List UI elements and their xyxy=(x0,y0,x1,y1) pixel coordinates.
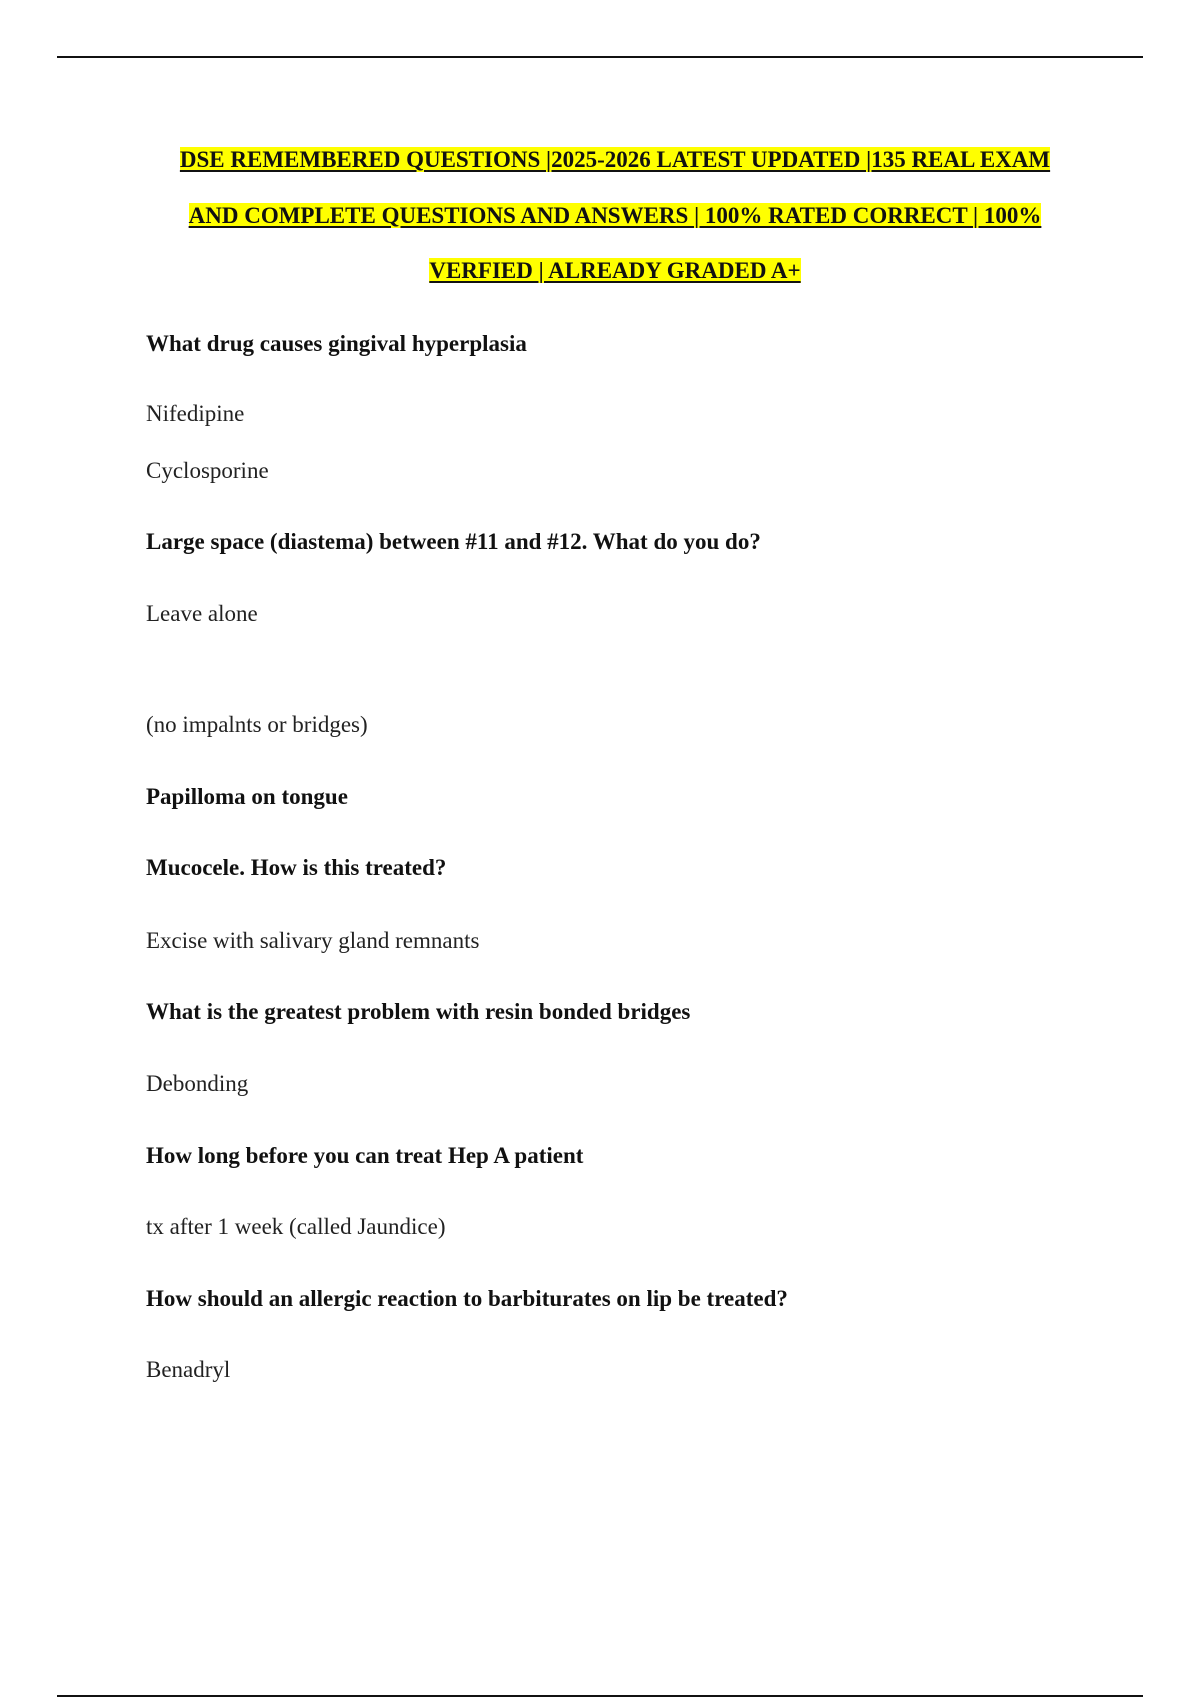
question-6: How long before you can treat Hep A patient xyxy=(146,1143,584,1168)
page-bottom-rule xyxy=(57,1695,1143,1697)
question-2: Large space (diastema) between #11 and #12. What do you do? xyxy=(146,529,761,554)
answer-2b: (no impalnts or bridges) xyxy=(146,712,368,737)
title-line-1: DSE REMEMBERED QUESTIONS |2025-2026 LATEST UPDATED |135 REAL EXAM xyxy=(179,147,1051,172)
question-7: How should an allergic reaction to barbiturates on lip be treated? xyxy=(146,1286,788,1311)
answer-6a: tx after 1 week (called Jaundice) xyxy=(146,1214,446,1239)
answer-1b: Cyclosporine xyxy=(146,458,269,483)
question-3: Papilloma on tongue xyxy=(146,784,348,809)
answer-4a: Excise with salivary gland remnants xyxy=(146,928,480,953)
question-5: What is the greatest problem with resin bonded bridges xyxy=(146,999,691,1024)
answer-7a: Benadryl xyxy=(146,1357,231,1382)
page-top-rule xyxy=(57,56,1143,58)
answer-2a: Leave alone xyxy=(146,601,258,626)
answer-1a: Nifedipine xyxy=(146,401,245,426)
title-line-3: VERFIED | ALREADY GRADED A+ xyxy=(429,258,801,283)
question-1: What drug causes gingival hyperplasia xyxy=(146,331,527,356)
question-4: Mucocele. How is this treated? xyxy=(146,855,447,880)
answer-5a: Debonding xyxy=(146,1071,249,1096)
title-line-2: AND COMPLETE QUESTIONS AND ANSWERS | 100% RATED CORRECT | 100% xyxy=(188,202,1042,228)
document-title xyxy=(120,132,1110,299)
